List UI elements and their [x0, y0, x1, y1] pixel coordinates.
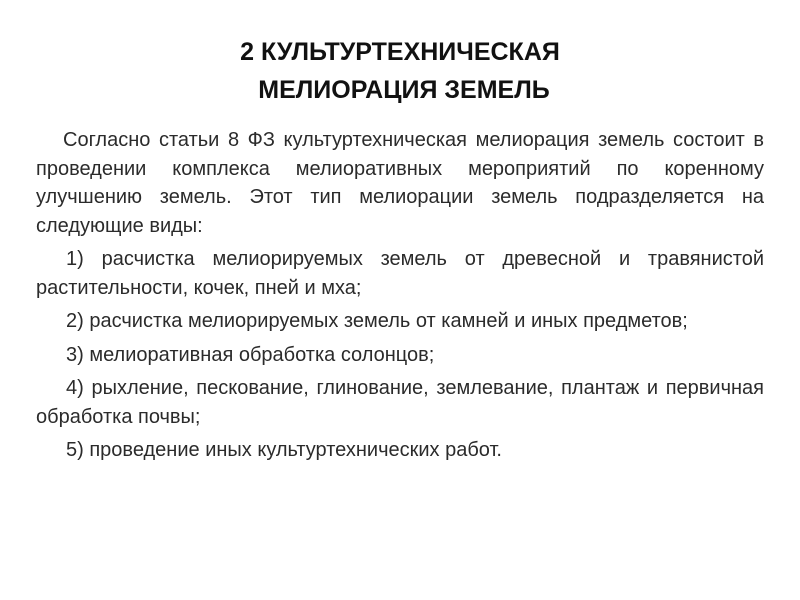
list-item-4: 4) рыхление, пескование, глинование, землевание, плантаж и первичная обработка почвы; [36, 377, 764, 428]
list-item-3: 3) мелиоративная обработка солонцов; [66, 343, 435, 366]
title-line-2: МЕЛИОРАЦИЯ ЗЕМЕЛЬ [258, 76, 550, 104]
list-item-1: 1) расчистка мелиорируемых земель от древесной и травянистой растительности, кочек, пней и мха; [36, 248, 764, 299]
slide-title [0, 33, 800, 109]
intro-paragraph: Согласно статьи 8 ФЗ культуртехническая мелиорация земель состоит в проведении комплекса мелиоративных мероприятий по коренному улучшению земель. Этот тип мелиорации земель подразделяется на следующие виды: [36, 129, 764, 237]
slide-body [36, 126, 764, 465]
list-item-2: 2) расчистка мелиорируемых земель от камней и иных предметов; [66, 310, 688, 332]
list-item-5: 5) проведение иных культуртехнических работ. [66, 439, 502, 461]
title-line-1: 2 КУЛЬТУРТЕХНИЧЕСКАЯ [240, 38, 560, 66]
